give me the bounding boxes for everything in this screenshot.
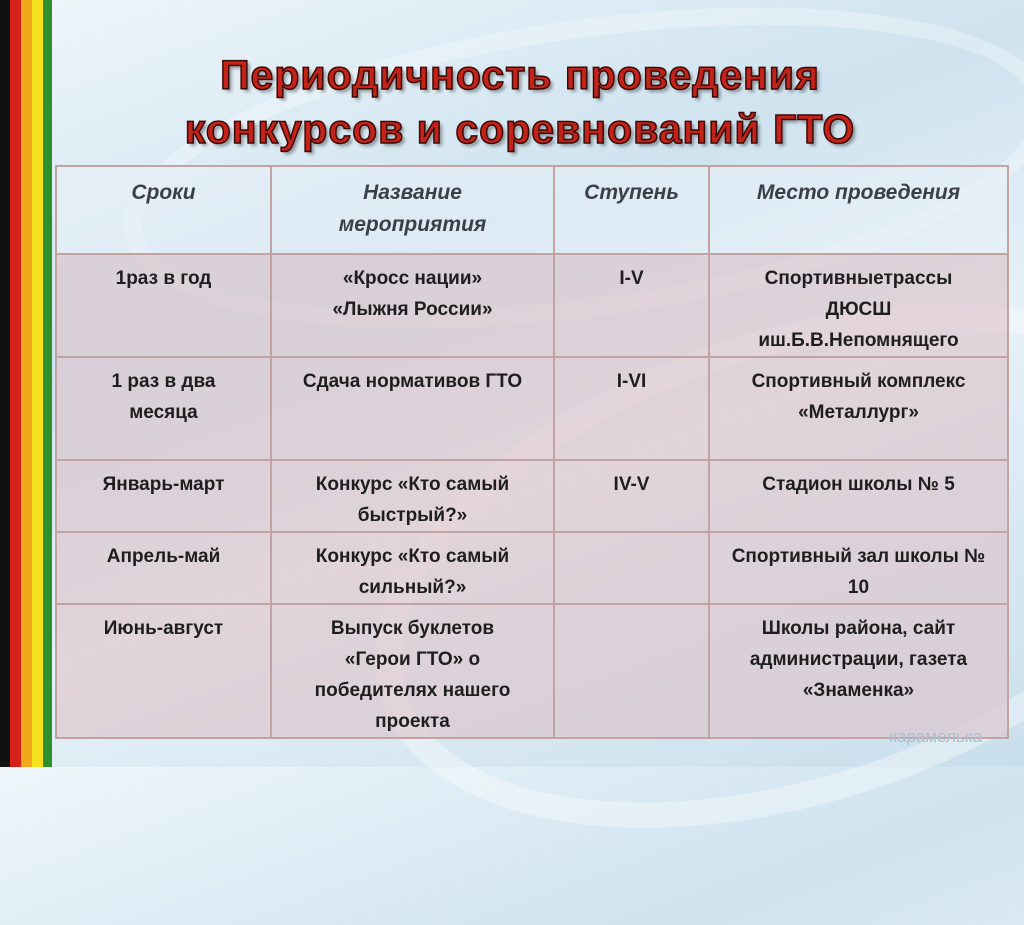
table-header-row (56, 166, 1008, 254)
watermark: карамелька (889, 727, 982, 746)
cell-level: I-VI (554, 357, 709, 460)
page-title (60, 48, 980, 156)
header-level: Ступень (554, 166, 709, 254)
table-row (56, 460, 1008, 532)
cell-dates: Апрель-май (56, 532, 271, 604)
cell-event: «Кросс нации» «Лыжня России» (271, 254, 554, 357)
cell-level (554, 604, 709, 738)
cell-venue: Спортивныетрассы ДЮСШ иш.Б.В.Непомнящего (709, 254, 1008, 357)
cell-venue: Спортивный зал школы № 10 (709, 532, 1008, 604)
decorative-stripes (0, 0, 54, 767)
cell-venue: Школы района, сайт администрации, газета «Знаменка» (709, 604, 1008, 738)
table-row (56, 357, 1008, 460)
cell-event: Сдача нормативов ГТО (271, 357, 554, 460)
title-line-1: Периодичность проведения (220, 52, 820, 98)
header-venue: Место проведения (709, 166, 1008, 254)
cell-level: IV-V (554, 460, 709, 532)
cell-dates: 1раз в год (56, 254, 271, 357)
header-dates: Сроки (56, 166, 271, 254)
cell-level: I-V (554, 254, 709, 357)
cell-level (554, 532, 709, 604)
title-line-2: конкурсов и соревнований ГТО (184, 106, 856, 152)
table-row (56, 604, 1008, 738)
cell-event: Выпуск буклетов «Герои ГТО» о победителях нашего проекта (271, 604, 554, 738)
cell-venue: Спортивный комплекс «Металлург» (709, 357, 1008, 460)
schedule-table (55, 165, 1009, 739)
cell-event: Конкурс «Кто самый сильный?» (271, 532, 554, 604)
table-row (56, 254, 1008, 357)
header-event-name: Название мероприятия (271, 166, 554, 254)
cell-dates: Июнь-август (56, 604, 271, 738)
cell-dates: 1 раз в два месяца (56, 357, 271, 460)
cell-venue: Стадион школы № 5 (709, 460, 1008, 532)
cell-dates: Январь-март (56, 460, 271, 532)
cell-event: Конкурс «Кто самый быстрый?» (271, 460, 554, 532)
table-row (56, 532, 1008, 604)
